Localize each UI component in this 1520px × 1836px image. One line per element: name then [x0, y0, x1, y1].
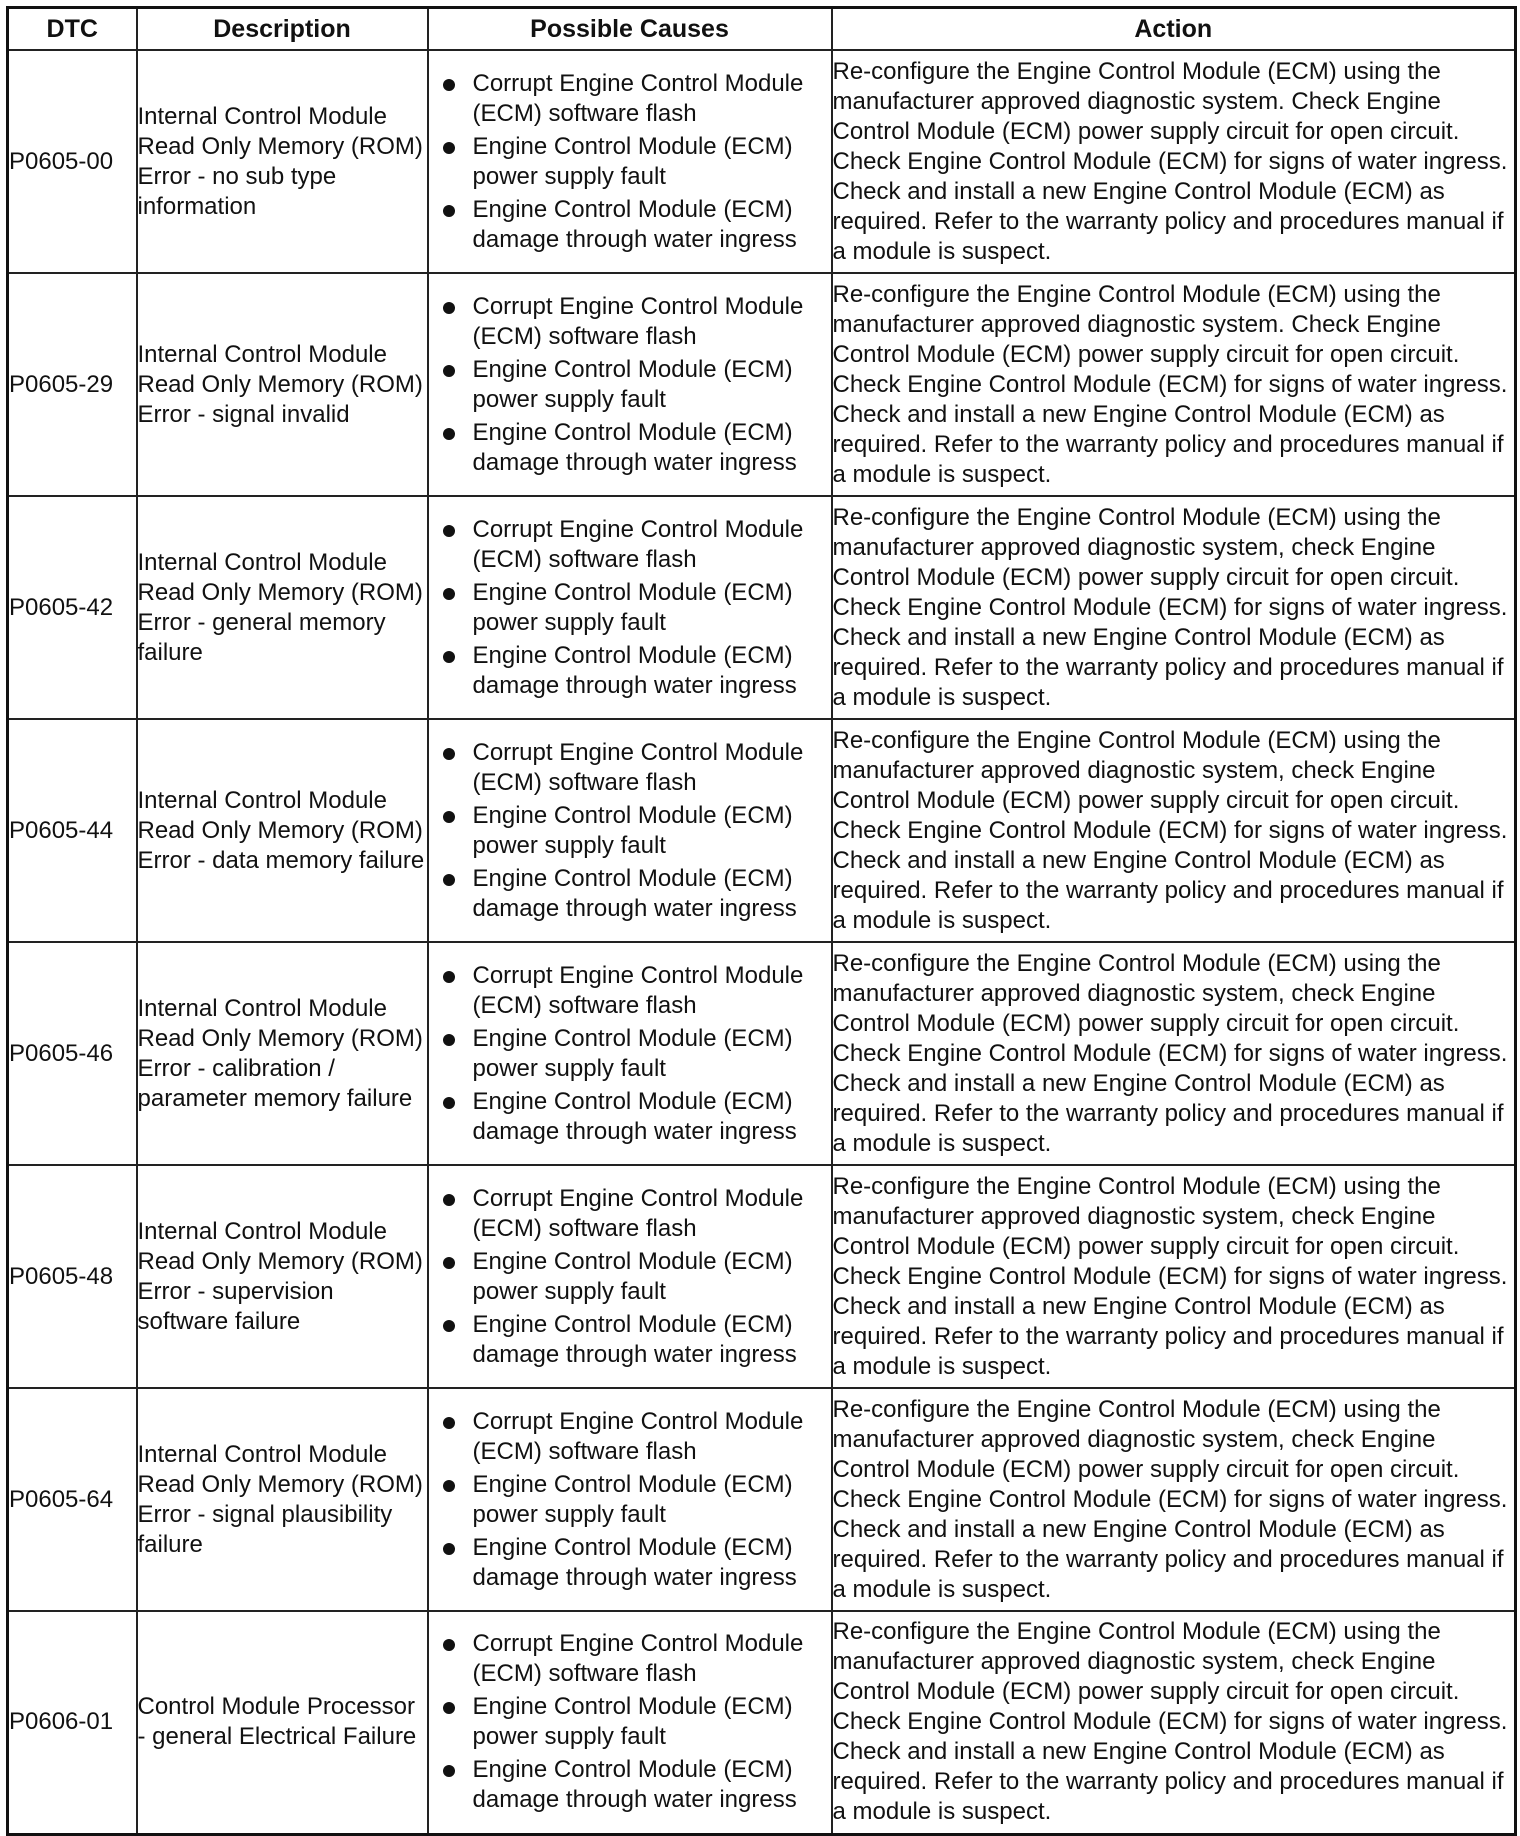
possible-causes-cell	[428, 1388, 832, 1611]
cause-text: Corrupt Engine Control Module (ECM) software flash	[472, 69, 804, 127]
action-cell: Re-configure the Engine Control Module (ECM) using the manufacturer approved diagnostic system, check Engine Control Module (ECM) power supply circuit for open circuit. Check Engine Control Module (ECM) for signs of water ingress. Check and install a new Engine Control Module (ECM) as required. Refer to the warranty policy and procedures manual if a module is suspect.	[832, 942, 1516, 1165]
description-cell: Internal Control Module Read Only Memory (ROM) Error - signal invalid	[137, 273, 428, 496]
description-cell: Internal Control Module Read Only Memory (ROM) Error - data memory failure	[137, 719, 428, 942]
action-cell: Re-configure the Engine Control Module (ECM) using the manufacturer approved diagnostic system, check Engine Control Module (ECM) power supply circuit for open circuit. Check Engine Control Module (ECM) for signs of water ingress. Check and install a new Engine Control Module (ECM) as required. Refer to the warranty policy and procedures manual if a module is suspect.	[832, 1611, 1516, 1834]
description-cell: Internal Control Module Read Only Memory (ROM) Error - signal plausibility failure	[137, 1388, 428, 1611]
possible-causes-cell	[428, 496, 832, 719]
table-row	[8, 942, 1516, 1165]
dtc-code-cell: P0606-01	[8, 1611, 137, 1834]
cause-text: Engine Control Module (ECM) power supply fault	[472, 132, 793, 190]
table-row	[8, 50, 1516, 273]
cause-text: Engine Control Module (ECM) power supply fault	[472, 578, 793, 636]
bullet-icon	[443, 1480, 455, 1492]
cause-item	[429, 641, 831, 701]
cause-text: Engine Control Module (ECM) damage through water ingress	[472, 864, 797, 922]
cause-item	[429, 292, 831, 352]
column-header-action: Action	[832, 8, 1516, 51]
bullet-icon	[443, 1765, 455, 1777]
bullet-icon	[443, 1543, 455, 1555]
cause-item	[429, 801, 831, 861]
cause-item	[429, 738, 831, 798]
bullet-icon	[443, 1702, 455, 1714]
cause-text: Corrupt Engine Control Module (ECM) software flash	[472, 738, 804, 796]
cause-text: Corrupt Engine Control Module (ECM) software flash	[472, 1407, 804, 1465]
cause-list	[429, 1184, 831, 1370]
possible-causes-cell	[428, 719, 832, 942]
bullet-icon	[443, 811, 455, 823]
bullet-icon	[443, 1639, 455, 1651]
cause-text: Corrupt Engine Control Module (ECM) software flash	[472, 292, 804, 350]
bullet-icon	[443, 525, 455, 537]
possible-causes-cell	[428, 1611, 832, 1834]
cause-text: Corrupt Engine Control Module (ECM) software flash	[472, 1630, 804, 1688]
bullet-icon	[443, 651, 455, 663]
action-cell: Re-configure the Engine Control Module (ECM) using the manufacturer approved diagnostic system, check Engine Control Module (ECM) power supply circuit for open circuit. Check Engine Control Module (ECM) for signs of water ingress. Check and install a new Engine Control Module (ECM) as required. Refer to the warranty policy and procedures manual if a module is suspect.	[832, 1388, 1516, 1611]
description-cell: Internal Control Module Read Only Memory (ROM) Error - no sub type information	[137, 50, 428, 273]
dtc-code-cell: P0605-44	[8, 719, 137, 942]
cause-item	[429, 1184, 831, 1244]
cause-item	[429, 355, 831, 415]
cause-list	[429, 1629, 831, 1815]
table-row	[8, 496, 1516, 719]
cause-item	[429, 418, 831, 478]
bullet-icon	[443, 428, 455, 440]
cause-text: Engine Control Module (ECM) damage through water ingress	[472, 1087, 797, 1145]
cause-text: Corrupt Engine Control Module (ECM) software flash	[472, 961, 804, 1019]
cause-text: Engine Control Module (ECM) damage through water ingress	[472, 418, 797, 476]
dtc-code-cell: P0605-29	[8, 273, 137, 496]
cause-item	[429, 1692, 831, 1752]
bullet-icon	[443, 365, 455, 377]
cause-item	[429, 864, 831, 924]
bullet-icon	[443, 748, 455, 760]
cause-item	[429, 1629, 831, 1689]
possible-causes-cell	[428, 942, 832, 1165]
action-cell: Re-configure the Engine Control Module (ECM) using the manufacturer approved diagnostic system, check Engine Control Module (ECM) power supply circuit for open circuit. Check Engine Control Module (ECM) for signs of water ingress. Check and install a new Engine Control Module (ECM) as required. Refer to the warranty policy and procedures manual if a module is suspect.	[832, 1165, 1516, 1388]
dtc-table	[6, 6, 1517, 1836]
cause-text: Engine Control Module (ECM) damage through water ingress	[472, 1310, 797, 1368]
cause-list	[429, 738, 831, 924]
cause-text: Engine Control Module (ECM) power supply fault	[472, 1693, 793, 1751]
table-row	[8, 273, 1516, 496]
bullet-icon	[443, 1034, 455, 1046]
dtc-code-cell: P0605-00	[8, 50, 137, 273]
bullet-icon	[443, 874, 455, 886]
cause-item	[429, 961, 831, 1021]
cause-text: Engine Control Module (ECM) damage through water ingress	[472, 1756, 797, 1814]
bullet-icon	[443, 1417, 455, 1429]
dtc-code-cell: P0605-64	[8, 1388, 137, 1611]
table-row	[8, 1388, 1516, 1611]
cause-text: Engine Control Module (ECM) power supply fault	[472, 801, 793, 859]
cause-item	[429, 1024, 831, 1084]
cause-list	[429, 69, 831, 255]
column-header-description: Description	[137, 8, 428, 51]
cause-item	[429, 1407, 831, 1467]
cause-text: Engine Control Module (ECM) power supply fault	[472, 355, 793, 413]
cause-text: Engine Control Module (ECM) power supply fault	[472, 1470, 793, 1528]
cause-item	[429, 195, 831, 255]
cause-item	[429, 1247, 831, 1307]
table-body	[8, 50, 1516, 1834]
cause-text: Engine Control Module (ECM) power supply fault	[472, 1024, 793, 1082]
dtc-code-cell: P0605-42	[8, 496, 137, 719]
action-cell: Re-configure the Engine Control Module (ECM) using the manufacturer approved diagnostic system. Check Engine Control Module (ECM) power supply circuit for open circuit. Check Engine Control Module (ECM) for signs of water ingress. Check and install a new Engine Control Module (ECM) as required. Refer to the warranty policy and procedures manual if a module is suspect.	[832, 273, 1516, 496]
bullet-icon	[443, 971, 455, 983]
cause-text: Engine Control Module (ECM) power supply fault	[472, 1247, 793, 1305]
cause-item	[429, 1533, 831, 1593]
cause-text: Corrupt Engine Control Module (ECM) software flash	[472, 515, 804, 573]
dtc-code-cell: P0605-48	[8, 1165, 137, 1388]
cause-item	[429, 1755, 831, 1815]
cause-list	[429, 961, 831, 1147]
action-cell: Re-configure the Engine Control Module (ECM) using the manufacturer approved diagnostic system. Check Engine Control Module (ECM) power supply circuit for open circuit. Check Engine Control Module (ECM) for signs of water ingress. Check and install a new Engine Control Module (ECM) as required. Refer to the warranty policy and procedures manual if a module is suspect.	[832, 50, 1516, 273]
description-cell: Control Module Processor - general Electrical Failure	[137, 1611, 428, 1834]
bullet-icon	[443, 205, 455, 217]
bullet-icon	[443, 142, 455, 154]
cause-text: Corrupt Engine Control Module (ECM) software flash	[472, 1184, 804, 1242]
cause-text: Engine Control Module (ECM) damage through water ingress	[472, 1533, 797, 1591]
bullet-icon	[443, 1257, 455, 1269]
possible-causes-cell	[428, 1165, 832, 1388]
bullet-icon	[443, 79, 455, 91]
column-header-dtc: DTC	[8, 8, 137, 51]
possible-causes-cell	[428, 273, 832, 496]
cause-list	[429, 1407, 831, 1593]
bullet-icon	[443, 1097, 455, 1109]
description-cell: Internal Control Module Read Only Memory (ROM) Error - supervision software failure	[137, 1165, 428, 1388]
bullet-icon	[443, 302, 455, 314]
cause-text: Engine Control Module (ECM) damage through water ingress	[472, 641, 797, 699]
cause-text: Engine Control Module (ECM) damage through water ingress	[472, 195, 797, 253]
action-cell: Re-configure the Engine Control Module (ECM) using the manufacturer approved diagnostic system, check Engine Control Module (ECM) power supply circuit for open circuit. Check Engine Control Module (ECM) for signs of water ingress. Check and install a new Engine Control Module (ECM) as required. Refer to the warranty policy and procedures manual if a module is suspect.	[832, 719, 1516, 942]
table-row	[8, 719, 1516, 942]
column-header-possible-causes: Possible Causes	[428, 8, 832, 51]
description-cell: Internal Control Module Read Only Memory (ROM) Error - general memory failure	[137, 496, 428, 719]
table-row	[8, 1165, 1516, 1388]
cause-list	[429, 292, 831, 478]
cause-item	[429, 578, 831, 638]
cause-item	[429, 69, 831, 129]
possible-causes-cell	[428, 50, 832, 273]
cause-list	[429, 515, 831, 701]
action-cell: Re-configure the Engine Control Module (ECM) using the manufacturer approved diagnostic system, check Engine Control Module (ECM) power supply circuit for open circuit. Check Engine Control Module (ECM) for signs of water ingress. Check and install a new Engine Control Module (ECM) as required. Refer to the warranty policy and procedures manual if a module is suspect.	[832, 496, 1516, 719]
bullet-icon	[443, 588, 455, 600]
description-cell: Internal Control Module Read Only Memory (ROM) Error - calibration / parameter memory failure	[137, 942, 428, 1165]
bullet-icon	[443, 1320, 455, 1332]
cause-item	[429, 1470, 831, 1530]
bullet-icon	[443, 1194, 455, 1206]
dtc-code-cell: P0605-46	[8, 942, 137, 1165]
cause-item	[429, 1087, 831, 1147]
cause-item	[429, 1310, 831, 1370]
cause-item	[429, 515, 831, 575]
table-row	[8, 1611, 1516, 1834]
cause-item	[429, 132, 831, 192]
table-header-row	[8, 8, 1516, 51]
